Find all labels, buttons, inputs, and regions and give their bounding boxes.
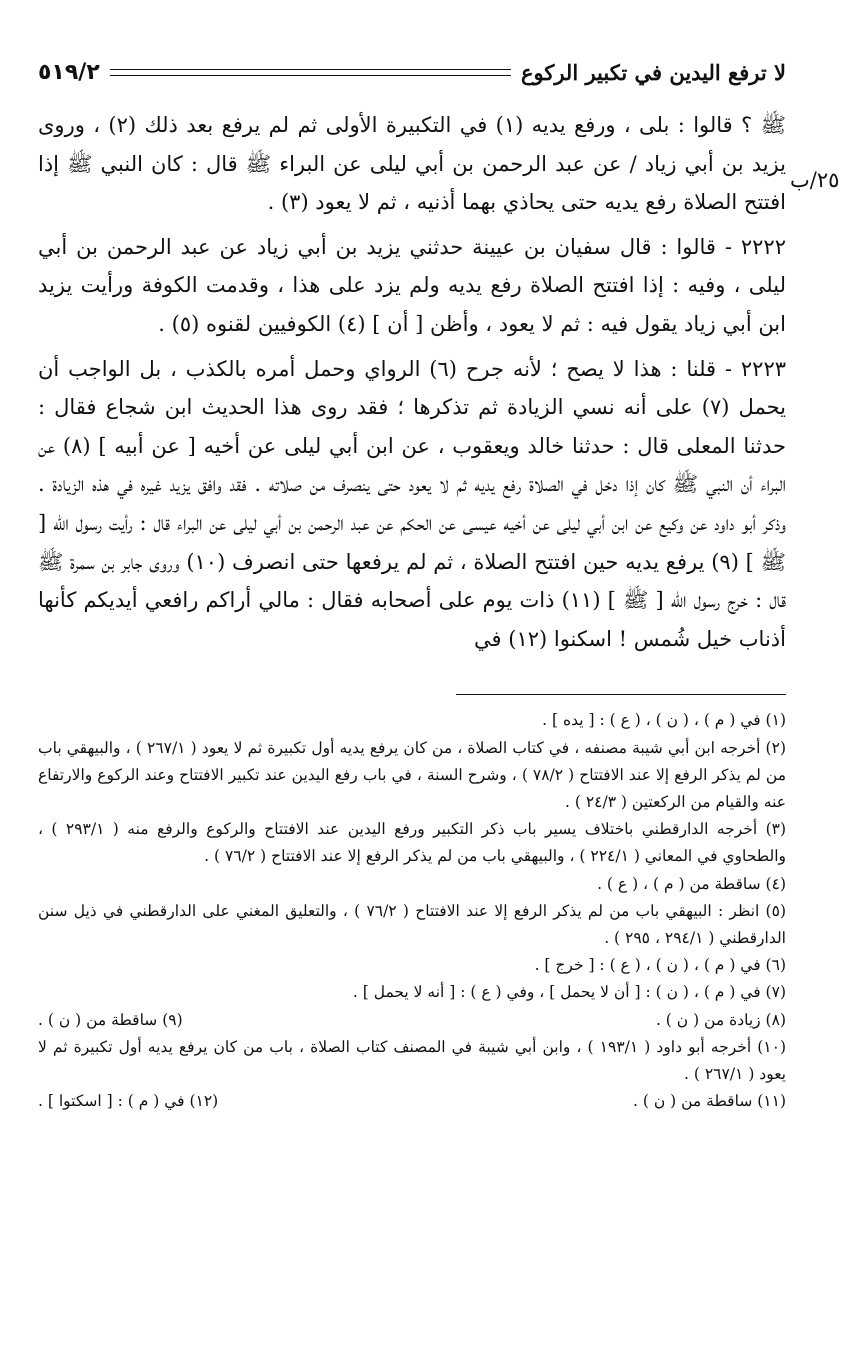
paragraph-2223: ٢٢٢٣ - قلنا : هذا لا يصح ؛ لأنه جرح (٦) الرواي وحمل أمره بالكذب ، بل الواجب أن يحمل (٧) على أنه نسي الزيادة ثم تذكرها ؛ فقد روى هذا الحديث ابن شجاع فقال : حدثنا المعلى قال : حدثنا خالد ويعقوب ، عن ابن أبي ليلى عن أخيه [ عن أبيه ] (٨) عن البراء أن النبي ﷺ كان إذا دخل في الصلاة رفع يديه ثم لا يعود حتى ينصرف من صلاته . فقد وافق يزيد غيره في هذه الزيادة . وذكر أبو داود عن وكيع عن ابن أبي ليلى عن أخيه عيسى عن الحكم عن عبد الرحمن بن أبي ليلى عن البراء قال : رأيت رسول الله [ ﷺ ] (٩) يرفع يديه حين افتتح الصلاة ، ثم لم يرفعها حتى انصرف (١٠) وروى جابر بن سمرة ﷺ قال : خرج رسول الله [ ﷺ ] (١١) ذات يوم على أصحابه فقال : مالي أراكم رافعي أيديكم كأنها أذناب خيل شُمس ! اسكنوا (١٢) في (38, 356, 787, 651)
running-title: لا ترفع اليدين في تكبير الركوع (520, 59, 786, 85)
footnotes (38, 707, 786, 1115)
page (38, 52, 786, 1322)
footnote-row-6 (38, 952, 786, 979)
footnote-8: (٨) زيادة من ( ن ) . (655, 1010, 786, 1029)
header-rule (110, 69, 511, 76)
footnote-10: (١٠) أخرجه أبو داود ( ١٩٣/١ ) ، وابن أبي شيبة في المصنف كتاب الصلاة ، باب من كان يرفع يديه أول تكبيرة ثم لا يعود ( ٢٦٧/١ ) . (38, 1037, 786, 1083)
footnote-9: (٩) ساقطة من ( ن ) . (38, 1010, 183, 1029)
paragraph-2222: ٢٢٢٢ - قالوا : قال سفيان بن عيينة حدثني يزيد بن أبي زياد عن عبد الرحمن بن أبي ليلى ، وفيه : إذا افتتح الصلاة رفع يديه ولم يزد على هذا ، وقدمت الكوفة ورأيت يزيد ابن أبي زياد يقول فيه : ثم لا يعود ، وأظن [ أن ] (٤) الكوفيين لقنوه (٥) . (38, 234, 786, 336)
footnote-2: (٢) أخرجه ابن أبي شيبة مصنفه ، في كتاب الصلاة ، من كان يرفع يديه أول تكبيرة ثم لا يعود ( ٢٦٧/١ ) ، والبيهقي باب من لم يذكر الرفع إلا عند الافتتاح ( ٧٨/٢ ) ، وشرح السنة ، في باب رفع اليدين عند تكبير الافتتاح وعند الركوع والارتفاع عنه والقيام من الركعتين ( ٢٤/٣ ) . (38, 738, 786, 811)
footnote-7: (٧) في ( م ) ، ( ن ) : [ أن لا يحمل ] ، وفي ( ع ) : [ أنه لا يحمل ] . (352, 983, 786, 1002)
footnote-divider (456, 694, 786, 695)
footnote-1: (١) في ( م ) ، ( ن ) ، ( ع ) : [ يده ] . (542, 711, 786, 730)
footnote-11: (١١) ساقطة من ( ن ) . (633, 1092, 786, 1111)
main-text (38, 106, 786, 658)
footnote-row-11-12 (38, 1088, 786, 1115)
footnote-3: (٣) أخرجه الدارقطني باختلاف يسير باب ذكر التكبير ورفع اليدين عند الافتتاح والركوع والرفع منه ( ٢٩٣/١ ) ، والطحاوي في المعاني ( ٢٢٤/١ ) ، والبيهقي باب من لم يذكر الرفع إلا عند الافتتاح ( ٧٦/٢ ) . (38, 820, 787, 866)
page-number: ٥١٩/٢ (38, 59, 100, 85)
footnote-6: (٦) في ( م ) ، ( ن ) ، ( ع ) : [ خرج ] . (534, 956, 786, 975)
footnote-4: (٤) ساقطة من ( م ) ، ( ع ) . (597, 874, 786, 893)
footnote-12: (١٢) في ( م ) : [ اسكتوا ] . (38, 1092, 219, 1111)
margin-folio-note: ٢٥/ب (790, 168, 840, 192)
paragraph-continuation: ﷺ ؟ قالوا : بلى ، ورفع يديه (١) في التكبيرة الأولى ثم لم يرفع بعد ذلك (٢) ، وروى يزيد بن أبي زياد / عن عبد الرحمن بن أبي ليلى عن البراء ﷺ قال : كان النبي ﷺ إذا افتتح الصلاة رفع يديه حتى يحاذي بهما أذنيه ، ثم لا يعود (٣) . (38, 113, 786, 215)
running-header (38, 52, 786, 92)
footnote-row-8-9 (38, 1007, 786, 1034)
footnote-5: (٥) انظر : البيهقي باب من لم يذكر الرفع إلا عند الافتتاح ( ٧٦/٢ ) ، والتعليق المغني على الدارقطني في ذيل سنن الدارقطني ( ٢٩٤/١ ، ٢٩٥ ) . (38, 901, 786, 947)
